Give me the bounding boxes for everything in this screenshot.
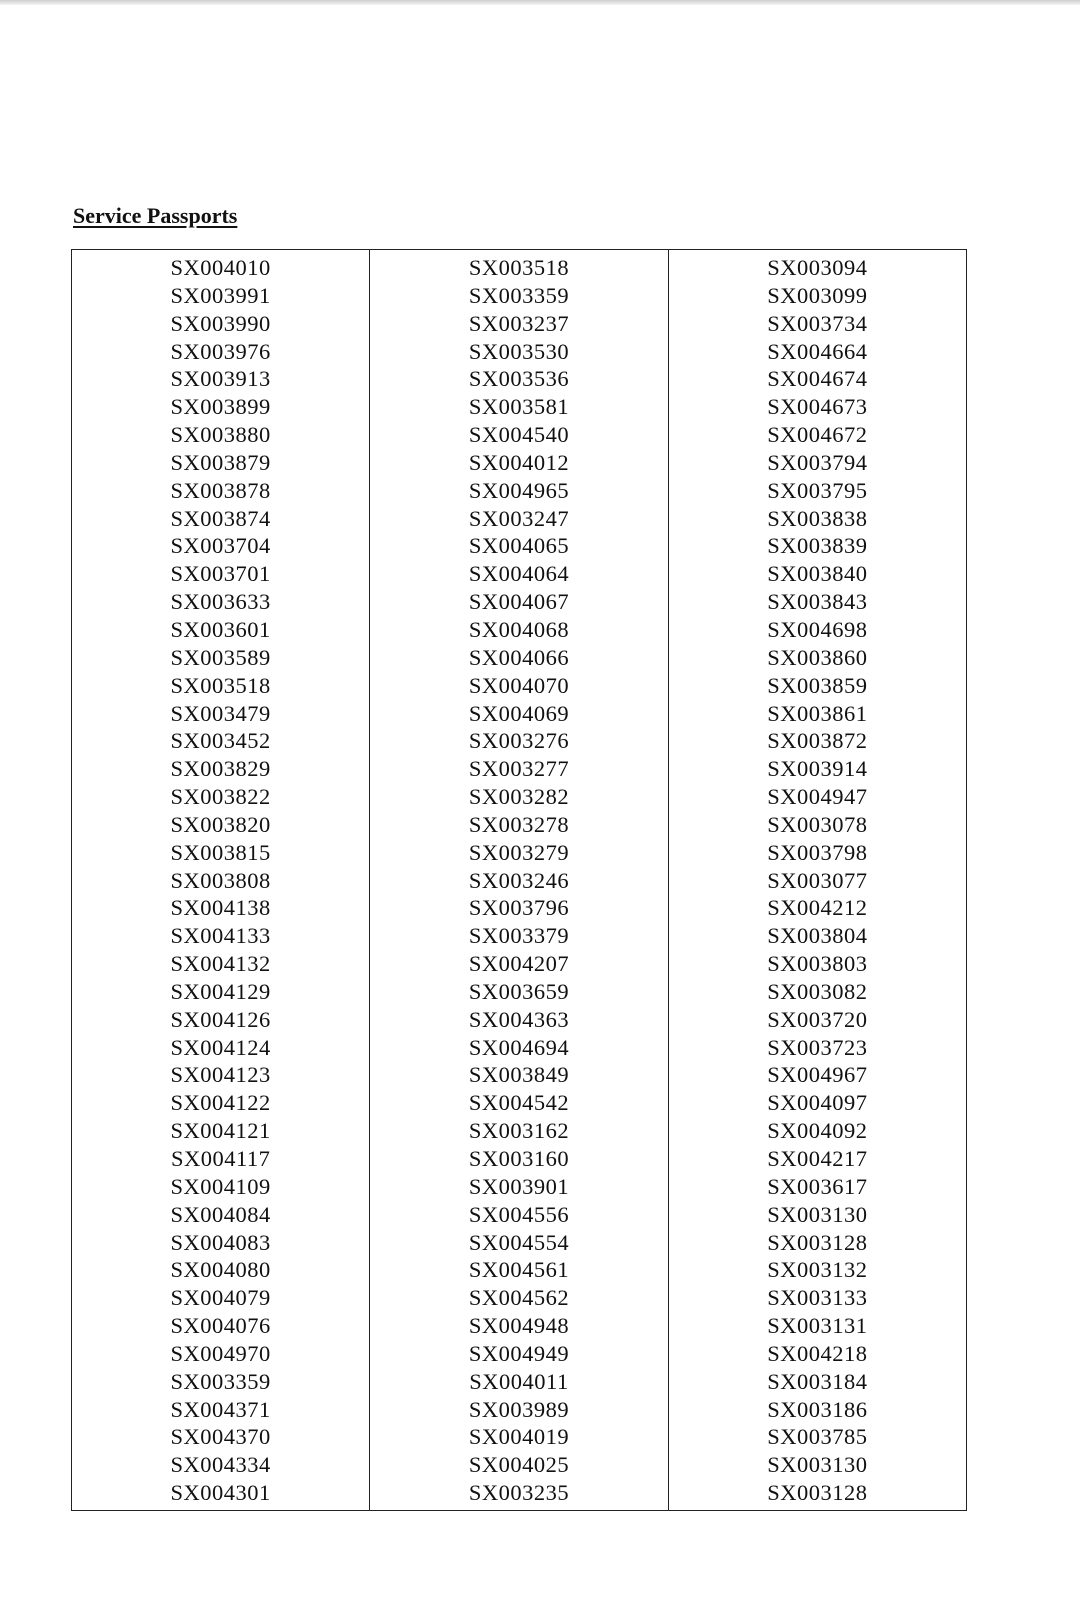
passport-number-cell: SX004947 xyxy=(767,784,868,810)
passport-number-cell: SX003279 xyxy=(468,839,570,865)
passport-number-cell: SX004097 xyxy=(767,1090,868,1116)
passport-number-cell: SX003879 xyxy=(170,449,271,475)
passport-number-cell: SX004371 xyxy=(170,1396,271,1422)
passport-number-cell: SX003822 xyxy=(170,784,271,810)
passport-number-cell: SX004540 xyxy=(468,422,570,448)
passport-number-cell: SX003861 xyxy=(767,700,868,726)
passport-number-cell: SX004121 xyxy=(170,1118,271,1144)
passport-number-cell: SX003901 xyxy=(468,1173,570,1199)
passport-number-cell: SX003808 xyxy=(170,867,271,893)
passport-number-cell: SX003795 xyxy=(767,477,868,503)
passport-number-cell: SX003872 xyxy=(767,728,868,754)
passport-number-cell: SX003617 xyxy=(767,1173,868,1199)
passport-number-cell: SX004965 xyxy=(468,477,570,503)
passport-number-cell: SX004673 xyxy=(767,394,868,420)
passport-number-cell: SX003601 xyxy=(170,616,271,642)
passport-number-cell: SX003874 xyxy=(170,505,271,531)
passport-number-cell: SX004126 xyxy=(170,1006,271,1032)
passport-number-cell: SX004207 xyxy=(468,951,570,977)
passport-number-cell: SX003976 xyxy=(170,338,271,364)
passport-number-cell: SX003536 xyxy=(468,366,570,392)
passport-number-cell: SX003379 xyxy=(468,923,570,949)
passport-number-cell: SX003803 xyxy=(767,951,868,977)
passport-number-cell: SX003991 xyxy=(170,282,271,308)
page-top-edge xyxy=(0,0,1080,5)
passport-number-cell: SX004123 xyxy=(170,1062,271,1088)
passport-number-cell: SX004079 xyxy=(170,1285,271,1311)
passport-number-cell: SX003839 xyxy=(767,533,868,559)
passport-number-cell: SX004217 xyxy=(767,1146,868,1171)
passport-number-cell: SX003078 xyxy=(767,811,868,837)
passport-number-cell: SX003235 xyxy=(468,1480,570,1506)
passport-number-cell: SX003899 xyxy=(170,394,271,420)
passport-number-cell: SX003794 xyxy=(767,449,868,475)
passport-number-cell: SX004069 xyxy=(468,700,570,726)
passport-number-cell: SX003796 xyxy=(468,895,570,921)
passport-number-cell: SX003099 xyxy=(767,282,868,308)
passport-number-cell: SX003128 xyxy=(767,1480,868,1506)
passport-number-cell: SX003184 xyxy=(767,1368,868,1394)
passport-number-cell: SX003082 xyxy=(767,978,868,1004)
passport-number-cell: SX003878 xyxy=(170,477,271,503)
passport-number-cell: SX003530 xyxy=(468,338,570,364)
passport-number-cell: SX003838 xyxy=(767,505,868,531)
passport-number-cell: SX003518 xyxy=(468,255,570,280)
passport-number-cell: SX004561 xyxy=(468,1257,570,1283)
passport-number-cell: SX003914 xyxy=(767,756,868,782)
passport-number-cell: SX004076 xyxy=(170,1313,271,1339)
passport-number-cell: SX003130 xyxy=(767,1201,868,1227)
passport-number-cell: SX004698 xyxy=(767,616,868,642)
passport-number-cell: SX004694 xyxy=(468,1034,570,1060)
passport-number-cell: SX003246 xyxy=(468,867,570,893)
passport-number-cell: SX004556 xyxy=(468,1201,570,1227)
passport-number-cell: SX004129 xyxy=(170,978,271,1004)
passport-number-cell: SX003131 xyxy=(767,1313,868,1339)
table-column-1 xyxy=(72,250,369,1510)
passport-number-cell: SX003277 xyxy=(468,756,570,782)
passport-number-table xyxy=(71,249,967,1511)
passport-number-cell: SX004067 xyxy=(468,589,570,615)
passport-number-cell: SX004334 xyxy=(170,1452,271,1478)
table-column-2 xyxy=(369,250,667,1510)
passport-number-cell: SX003359 xyxy=(468,282,570,308)
passport-number-cell: SX004084 xyxy=(170,1201,271,1227)
passport-number-cell: SX003798 xyxy=(767,839,868,865)
passport-number-cell: SX004949 xyxy=(468,1340,570,1366)
passport-number-cell: SX003237 xyxy=(468,310,570,336)
passport-number-cell: SX003077 xyxy=(767,867,868,893)
passport-number-cell: SX004554 xyxy=(468,1229,570,1255)
passport-number-cell: SX003990 xyxy=(170,310,271,336)
passport-number-cell: SX003829 xyxy=(170,756,271,782)
passport-number-cell: SX004011 xyxy=(469,1368,569,1394)
passport-number-cell: SX004019 xyxy=(468,1424,570,1450)
passport-number-cell: SX003989 xyxy=(468,1396,570,1422)
passport-number-cell: SX003160 xyxy=(468,1146,570,1171)
passport-number-cell: SX004092 xyxy=(767,1118,868,1144)
table-column-3 xyxy=(668,250,966,1510)
passport-number-cell: SX004122 xyxy=(170,1090,271,1116)
passport-number-cell: SX004132 xyxy=(170,951,271,977)
passport-number-cell: SX003359 xyxy=(170,1368,271,1394)
passport-number-cell: SX004138 xyxy=(170,895,271,921)
passport-number-cell: SX003633 xyxy=(170,589,271,615)
passport-number-cell: SX003130 xyxy=(767,1452,868,1478)
passport-number-cell: SX003132 xyxy=(767,1257,868,1283)
passport-number-cell: SX004301 xyxy=(170,1480,271,1506)
passport-number-cell: SX004674 xyxy=(767,366,868,392)
passport-number-cell: SX003723 xyxy=(767,1034,868,1060)
passport-number-cell: SX004967 xyxy=(767,1062,868,1088)
passport-number-cell: SX004562 xyxy=(468,1285,570,1311)
passport-number-cell: SX004025 xyxy=(468,1452,570,1478)
passport-number-cell: SX003659 xyxy=(468,978,570,1004)
passport-number-cell: SX003701 xyxy=(170,561,271,587)
passport-number-cell: SX004070 xyxy=(468,672,570,698)
passport-number-cell: SX003247 xyxy=(468,505,570,531)
passport-number-cell: SX003785 xyxy=(767,1424,868,1450)
passport-number-cell: SX004012 xyxy=(468,449,570,475)
passport-number-cell: SX003840 xyxy=(767,561,868,587)
passport-number-cell: SX004010 xyxy=(170,255,271,280)
passport-number-cell: SX004083 xyxy=(170,1229,271,1255)
passport-number-cell: SX004065 xyxy=(468,533,570,559)
passport-number-cell: SX003843 xyxy=(767,589,868,615)
passport-number-cell: SX003452 xyxy=(170,728,271,754)
passport-number-cell: SX004948 xyxy=(468,1313,570,1339)
passport-number-cell: SX004970 xyxy=(170,1340,271,1366)
passport-number-cell: SX004124 xyxy=(170,1034,271,1060)
passport-number-cell: SX004370 xyxy=(170,1424,271,1450)
passport-number-cell: SX003913 xyxy=(170,366,271,392)
passport-number-cell: SX003815 xyxy=(170,839,271,865)
passport-number-cell: SX004672 xyxy=(767,422,868,448)
passport-number-cell: SX003589 xyxy=(170,644,271,670)
passport-number-cell: SX003734 xyxy=(767,310,868,336)
passport-number-cell: SX003479 xyxy=(170,700,271,726)
passport-number-cell: SX003133 xyxy=(767,1285,868,1311)
passport-number-cell: SX003849 xyxy=(468,1062,570,1088)
passport-number-cell: SX003128 xyxy=(767,1229,868,1255)
passport-number-cell: SX004664 xyxy=(767,338,868,364)
passport-number-cell: SX004212 xyxy=(767,895,868,921)
passport-number-cell: SX004080 xyxy=(170,1257,271,1283)
passport-number-cell: SX003880 xyxy=(170,422,271,448)
passport-number-cell: SX004064 xyxy=(468,561,570,587)
passport-number-cell: SX004363 xyxy=(468,1006,570,1032)
passport-number-cell: SX003720 xyxy=(767,1006,868,1032)
section-heading: Service Passports xyxy=(73,203,238,228)
passport-number-cell: SX003820 xyxy=(170,811,271,837)
passport-number-cell: SX003860 xyxy=(767,644,868,670)
passport-number-cell: SX003186 xyxy=(767,1396,868,1422)
passport-number-cell: SX004117 xyxy=(170,1146,271,1171)
passport-number-cell: SX004066 xyxy=(468,644,570,670)
passport-number-cell: SX003276 xyxy=(468,728,570,754)
passport-number-cell: SX003094 xyxy=(767,255,868,280)
passport-number-cell: SX004542 xyxy=(468,1090,570,1116)
passport-number-cell: SX004133 xyxy=(170,923,271,949)
passport-number-cell: SX004218 xyxy=(767,1340,868,1366)
passport-number-cell: SX003804 xyxy=(767,923,868,949)
passport-number-cell: SX004068 xyxy=(468,616,570,642)
passport-number-cell: SX003162 xyxy=(468,1118,570,1144)
passport-number-cell: SX003282 xyxy=(468,784,570,810)
passport-number-cell: SX003278 xyxy=(468,811,570,837)
passport-number-cell: SX003704 xyxy=(170,533,271,559)
passport-number-cell: SX004109 xyxy=(170,1173,271,1199)
passport-number-cell: SX003859 xyxy=(767,672,868,698)
passport-number-cell: SX003518 xyxy=(170,672,271,698)
passport-number-cell: SX003581 xyxy=(468,394,570,420)
